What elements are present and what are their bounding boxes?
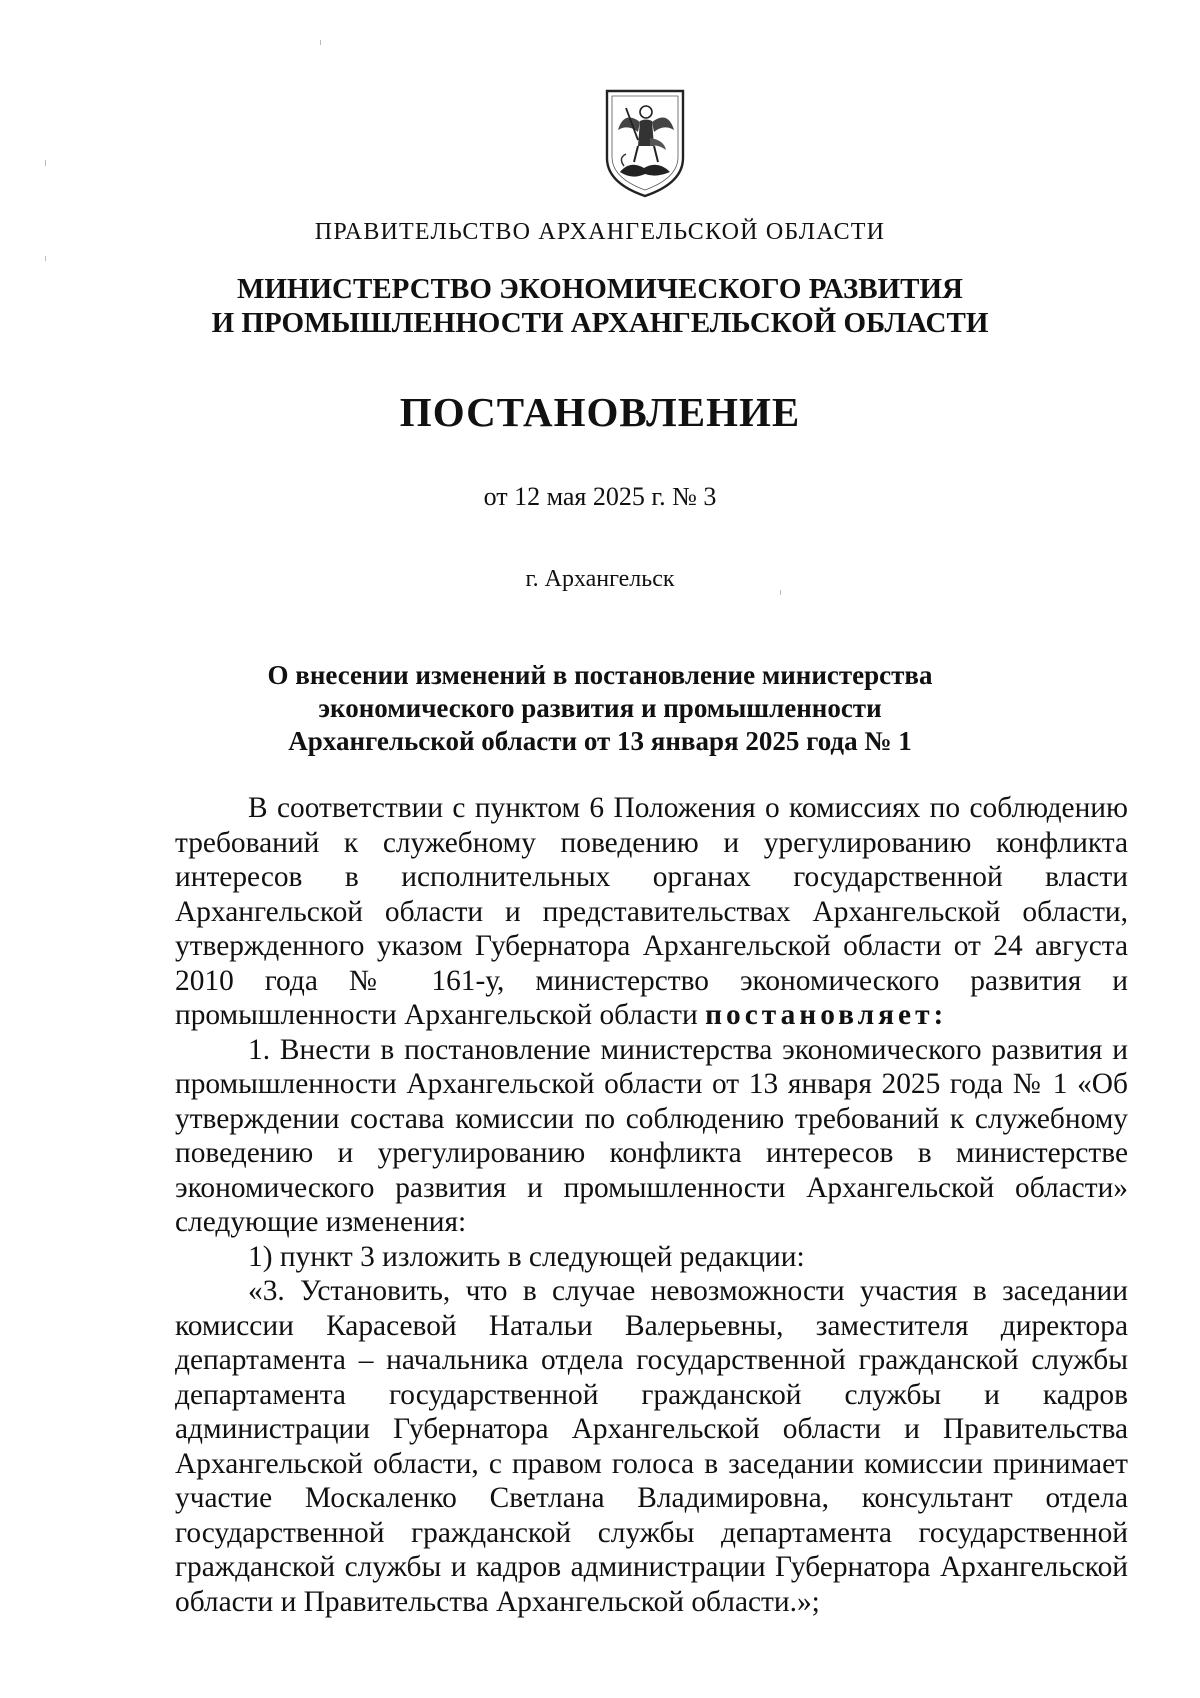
ministry-name xyxy=(0,272,1200,340)
item-1-paragraph: 1. Внести в постановление министерства экономического развития и промышленности Архангельской области от 13 января 2025 года № 1 «Об утверждении состава комиссии по соблюдению требований к служебному поведению и урегулированию конфликта интересов в министерстве экономического развития и промышленности Архангельской области» следующие изменения: xyxy=(175,1033,1128,1238)
city: г. Архангельск xyxy=(525,566,675,592)
document-body xyxy=(175,791,1128,1619)
quoted-clause-paragraph: «3. Установить, что в случае невозможности участия в заседании комиссии Карасевой Натальи Валерьевны, заместителя директора департамента – начальника отдела государственной гражданской службы департамента государственной гражданской службы и кадров администрации Губернатора Архангельской области и Правительства Архангельской области, с правом голоса в заседании комиссии принимает участие Москаленко Светлана Владимировна, консультант отдела государственной гражданской службы департамента государственной гражданской службы и кадров администрации Губернатора Архангельской области и Правительства Архангельской области.»; xyxy=(175,1275,1128,1618)
scan-speck xyxy=(780,590,781,595)
preamble-text: В соответствии с пунктом 6 Положения о комиссиях по соблюдению требований к служебному поведению и урегулированию конфликта интересов в исполнительных органах государственной власти Архангельской области и представительствах Архангельской области, утвержденного указом Губернатора Архангельской области от 24 августа 2010 года № 161-у, министерство экономического развития и промышленности Архангельской области xyxy=(175,792,1128,1031)
scan-speck xyxy=(45,160,46,166)
ministry-name-line-1: МИНИСТЕРСТВО ЭКОНОМИЧЕСКОГО РАЗВИТИЯ xyxy=(237,273,963,305)
date-and-number: от 12 мая 2025 г. № 3 xyxy=(483,482,717,511)
document-title xyxy=(0,659,1200,758)
ministry-name-line-2: И ПРОМЫШЛЕННОСТИ АРХАНГЕЛЬСКОЙ ОБЛАСТИ xyxy=(211,307,989,339)
subitem-1-paragraph: 1) пункт 3 изложить в следующей редакции: xyxy=(248,1240,805,1273)
title-line-2: экономического развития и промышленности xyxy=(318,693,882,723)
scan-speck xyxy=(45,256,46,261)
title-line-3: Архангельской области от 13 января 2025 года № 1 xyxy=(288,726,912,756)
government-name: ПРАВИТЕЛЬСТВО АРХАНГЕЛЬСКОЙ ОБЛАСТИ xyxy=(314,219,886,245)
coat-of-arms-icon xyxy=(604,88,686,198)
decree-word: постановляет: xyxy=(705,999,948,1031)
document-type: ПОСТАНОВЛЕНИЕ xyxy=(399,389,801,435)
title-line-1: О внесении изменений в постановление министерства xyxy=(267,660,933,690)
scan-speck xyxy=(320,40,321,45)
preamble-paragraph xyxy=(175,791,1128,1033)
